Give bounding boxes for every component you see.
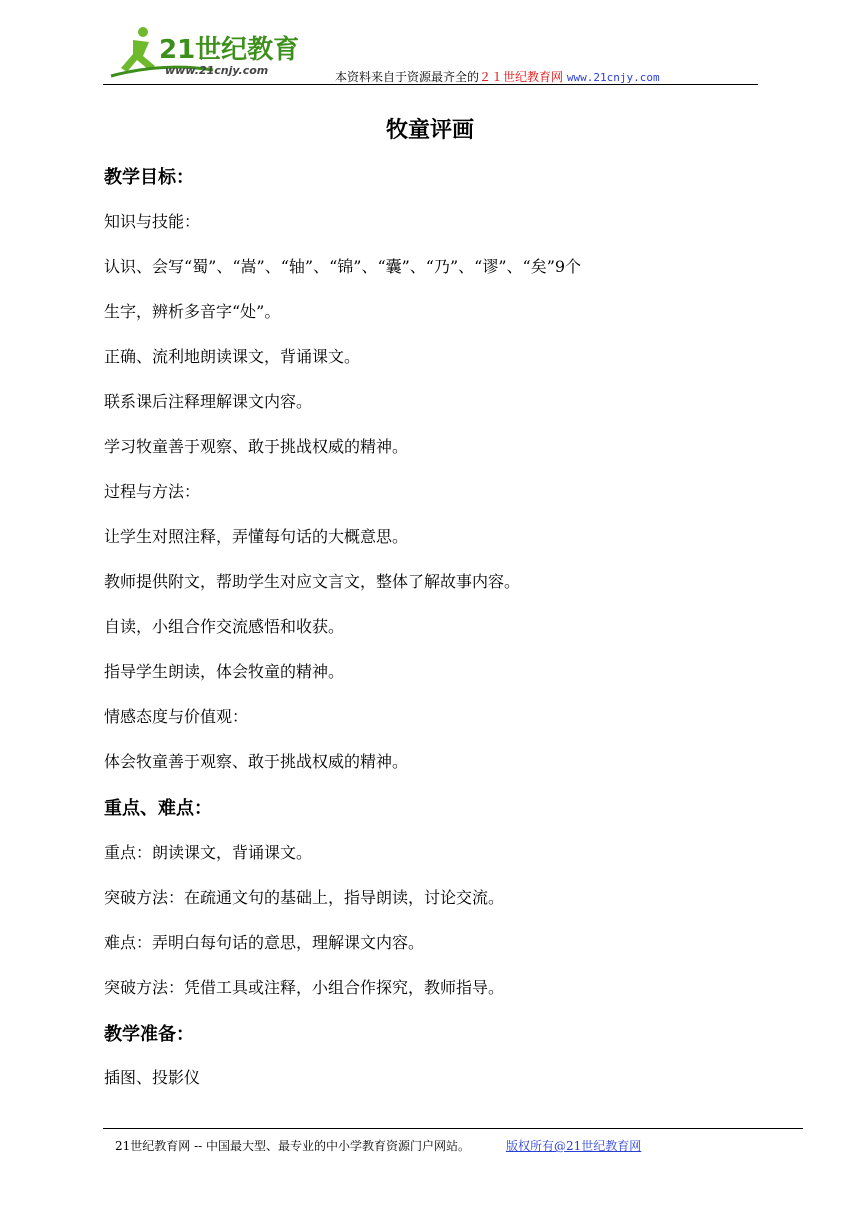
paragraph: 正确、流利地朗读课文，背诵课文。 — [104, 347, 361, 366]
footer-divider — [103, 1128, 803, 1129]
paragraph: 插图、投影仪 — [104, 1068, 201, 1087]
paragraph: 联系课后注释理解课文内容。 — [104, 392, 313, 411]
paragraph: 学习牧童善于观察、敢于挑战权威的精神。 — [104, 437, 409, 456]
section-heading: 教学准备： — [104, 1024, 194, 1045]
header-divider — [103, 84, 758, 85]
paragraph: 突破方法：在疏通文句的基础上，指导朗读，讨论交流。 — [104, 888, 505, 907]
footer-text: 21世纪教育网 -- 中国最大型、最专业的中小学教育资源门户网站。 — [115, 1139, 471, 1153]
header-brand: ２１世纪教育网 — [479, 70, 564, 84]
paragraph: 生字，辨析多音字“处”。 — [104, 302, 281, 321]
paragraph: 认识、会写“蜀”、“嵩”、“轴”、“锦”、“囊”、“乃”、“谬”、“矣”9个 — [104, 257, 582, 276]
paragraph: 教师提供附文，帮助学生对应文言文，整体了解故事内容。 — [104, 572, 521, 591]
site-logo — [103, 22, 313, 82]
header-url[interactable]: www.21cnjy.com — [566, 71, 660, 84]
paragraph: 体会牧童善于观察、敢于挑战权威的精神。 — [104, 752, 409, 771]
subheading: 知识与技能： — [104, 212, 201, 231]
svg-text:21世纪教育: 21世纪教育 — [159, 35, 300, 65]
svg-text:www.21cnjy.com: www.21cnjy.com — [165, 64, 269, 77]
paragraph: 重点：朗读课文，背诵课文。 — [104, 843, 313, 862]
section-heading: 教学目标： — [104, 167, 194, 188]
paragraph: 突破方法：凭借工具或注释，小组合作探究，教师指导。 — [104, 978, 505, 997]
document-title: 牧童评画 — [385, 118, 474, 143]
subheading: 过程与方法： — [104, 482, 201, 501]
subheading: 情感态度与价值观： — [104, 707, 249, 726]
paragraph: 指导学生朗读，体会牧童的精神。 — [104, 662, 345, 681]
copyright-link[interactable]: 版权所有@21世纪教育网 — [506, 1139, 642, 1153]
paragraph: 自读，小组合作交流感悟和收获。 — [104, 617, 345, 636]
paragraph: 让学生对照注释，弄懂每句话的大概意思。 — [104, 527, 409, 546]
page-footer — [115, 1137, 641, 1154]
page-header — [103, 22, 758, 86]
section-heading: 重点、难点： — [104, 798, 212, 819]
paragraph: 难点：弄明白每句话的意思，理解课文内容。 — [104, 933, 425, 952]
header-tagline: 本资料来自于资源最齐全的２１世纪教育网 www.21cnjy.com — [335, 70, 660, 84]
